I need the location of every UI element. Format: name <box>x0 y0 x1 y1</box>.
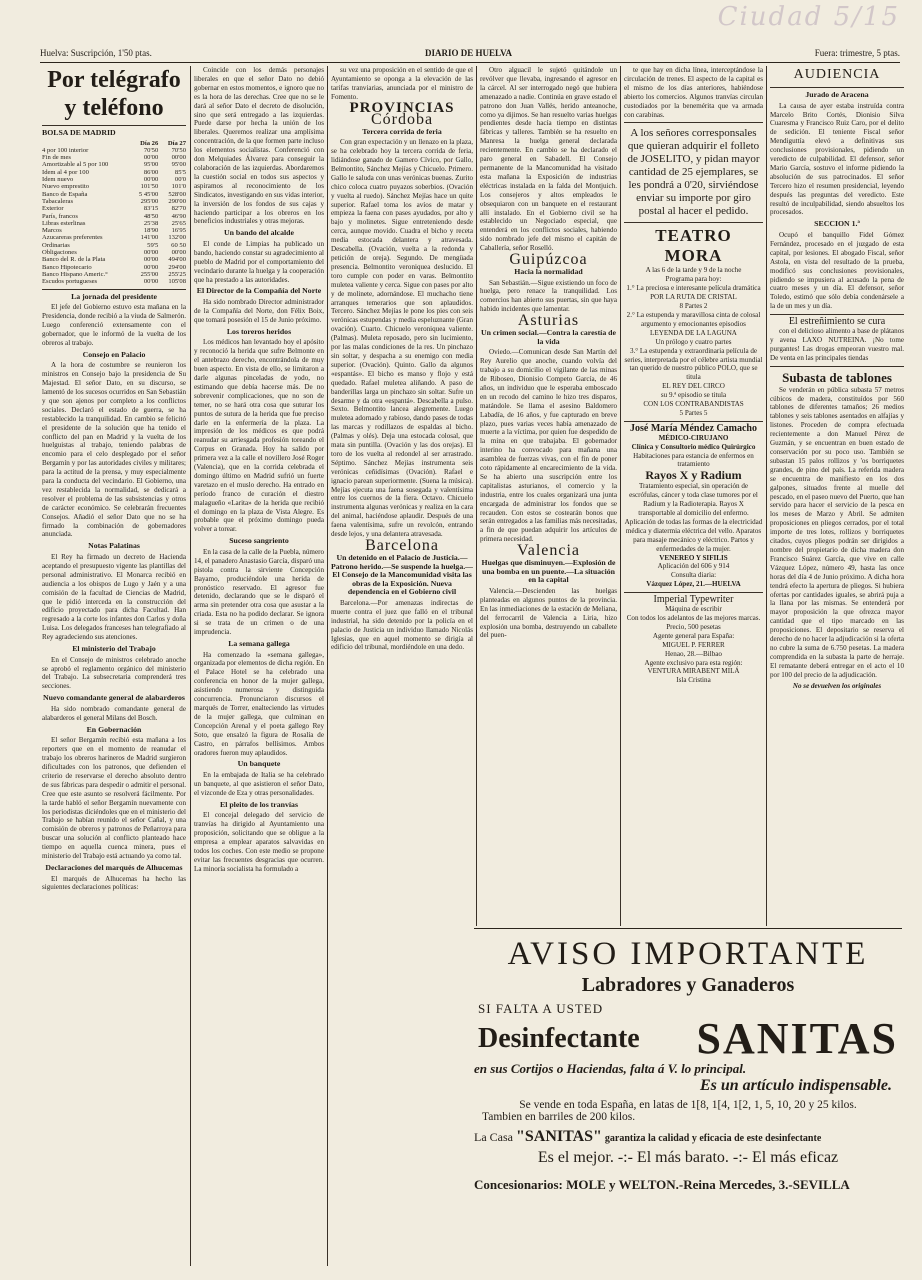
table-row <box>42 234 186 241</box>
article-text: Ha sido nombrado comandante general de alabarderos el general Milans del Bosch. <box>42 704 186 722</box>
article-text: Barcelona.—Por amenazas indirectas de muerte contra el juez que falló en el tribunal industrial, ha sido detenido por la policía en el palacio de Justicia un individuo llamado Nicolás Iglesias, que en aquel momento se dirigía al edificio del tribunal, mordiéndole en una dedo. <box>331 598 473 652</box>
city-title: Barcelona <box>365 537 439 554</box>
bolsa-item: Fin de mes <box>42 154 71 162</box>
audiencia-title: AUDIENCIA <box>793 67 881 82</box>
doctor-text: Tratamiento especial, sin operación de escrófulas, cáncer y toda clase tumores por el Radium y la Radioterapia. Rayos X transportable al domicilio del enfermo. Aplicación de todas las formas de la electricidad médica y diatermia eléctrica del vello. Aparatos para masaje mecánico y eléctrico. Partos y enfermedades de la mujer. <box>624 482 763 553</box>
bolsa-item: Exterior <box>42 205 64 213</box>
table-row <box>42 227 186 234</box>
ad-line: Agente general para España: <box>652 631 735 640</box>
bolsa-value: 00'0 <box>174 176 186 184</box>
doctor-text: Aplicación del 606 y 914 <box>657 562 730 571</box>
article-text: Ha sido nombrado Director administrador de la Compañía del Norte, don Félix Boix, que tomará posesión el 15 de Junio próximo. <box>194 298 324 324</box>
doctor-text: Habitaciones para estancia de enfermos en tratamiento <box>633 451 754 469</box>
article-text: Otro alguacil le sujetó quitándole un revólver que llevaba, ingresando el agresor en la cárcel. Al ser interrogado negó que hubiera amenazado a nadie. Continúa en grave estado el patrono don Juan Vallés, herido anteanoche, como ya dijimos. Se han resuelto varias huelgas pendientes desde hacía tiempo en distintas fábricas y talleres. También se ha resuelto en Manresa la huelga general declarada recientemente. En cambio se ha declarado el paro general en Sabadell. El Consejo permanente de la Mancomunidad ha visitado esta mañana la Exposición de industrias eléctricas instalada en la falda del Montjuich. Los consejeros y altos empleados le obsequiaron con un banquete en el restaurant allí instalado. En el Gobierno civil se ha establecido un Negociado especial, que entenderá en los conflictos sociales, habiendo sido nombrado jefe del mismo el capitán de Caballería, señor Roselló. <box>480 66 617 253</box>
bolsa-value: 82'70 <box>171 205 186 213</box>
bolsa-value: 132'00 <box>168 234 186 242</box>
bolsa-value: 290'00 <box>168 197 186 205</box>
article-text: En la casa de la calle de la Puebla, número 14, el panadero Anastasio García, disparó una pistola contra la sirviente Concepción Bayamo, produciéndole una herida de pronóstico reservado. El agresor fue detenido, declarando que se le disparó el arma sin pretender otra cosa que asustar a la criada. Esta no ha podido declarar. Se ignora si se trata de un crimen o de una imprudencia. <box>194 547 324 637</box>
column-2 <box>194 66 324 1266</box>
article-heading: Un crimen social.—Contra la carestía de la vida <box>481 328 616 346</box>
article-heading: Un banquete <box>237 759 281 769</box>
column-divider <box>476 66 477 926</box>
ad-line: MIGUEL P. FERRER <box>662 640 725 649</box>
subasta-text: Se venderán en pública subasta 57 metros cúbicos de madera, constituídos por 560 tablones de diferentes tamaños; 26 medios tablones y seis tablones asentados en alfajías y listones. Proceden de compra efectuada recientemente a don Manuel Pérez de Guzmán, y se encuentran en buen estado de conservación por su poco uso. También se subastan 15 palos rollizos y 'os borriquetes grandes, de pino del país. La referida madera se encuentra de manifiesto en los dos galpones, situados frente al muelle del pescado, en el paseo nuevo del Puerto, que han servido para hacer el servicio de la pesca en los meses de Marzo y Abril. Se admiten proposiciones en pliegos cerrados, por el total importe de tres lotes, rollizos y borriquetes citados, cuyos pliegos podrán ser dirigidos a nombre del propietario de dicha madera don Francisco Suárez García, que vive en calle Vázquez López, número 49, hasta las once horas del día 4 de Junio próximo. A dicha hora tendrá efecto la apertura de pliegos. Si hubiera ofertas por cantidades iguales, se abrirá puja a la llana por las mismas. Se entenderá por mayor proposición la que ofrezca mayor cantidad que el tipo marcado en las proposiciones. El depositario se reserva el derecho de no hacer la adjudicación si la oferta no cubre la suma de 6.750 pesetas. La madera comprendida en la subasta la parte de herraje. El rematante deberá entregar en el acto el 10 por 100 del precio de la adjudicación. <box>770 385 904 679</box>
article-heading: El pleito de los tranvías <box>220 799 298 809</box>
bolsa-value: 60 50 <box>171 241 186 249</box>
bolsa-value: 00'00 <box>171 154 186 162</box>
ad-line: 1.° La preciosa e interesante película dramática <box>626 284 761 293</box>
article-text: Valencia.—Descienden las huelgas planteadas en algunos puntos de la provincia. En las inmediaciones de la estación de Meliana, del ferrocarril de Valencia a Liria, hizo explosión una bomba, destruyendo un caballete del puen- <box>480 586 617 640</box>
bolsa-value: 00'00 <box>143 176 159 184</box>
doctor-address: Vázquez López, 21.—HUELVA <box>646 580 741 589</box>
aviso-line: Tambien en barriles de 200 kilos. <box>482 1111 636 1123</box>
bolsa-value: 00'00 <box>143 256 159 264</box>
corresponsales-notice: A los señores corresponsales que quieran adquirir el folleto de JOSELITO, y pidan mayor cantidad de 25 ejemplares, se les pondrá a 0'20, sirviéndose enviar su importe por giro postal al hacer el pedido. <box>627 127 760 218</box>
teatro-title: TEATRO MORA <box>655 226 732 266</box>
aviso-line: Es un artículo indispensable. <box>699 1077 892 1094</box>
table-row <box>42 278 186 285</box>
bolsa-value: 86'00 <box>143 168 159 176</box>
bolsa-item: 4 por 100 interior <box>42 146 89 154</box>
city-title: Guipúzcoa <box>509 251 588 269</box>
aviso-line: SI FALTA A USTED <box>478 1001 604 1016</box>
ad-line: Isla Cristina <box>676 676 711 685</box>
footer-note: No se devuelven los originales <box>792 681 882 690</box>
teatro-program <box>624 266 763 417</box>
bolsa-table <box>42 140 186 286</box>
ad-line: Un prólogo y cuatro partes <box>655 337 732 346</box>
article-text: En el Consejo de ministros celebrado anoche se aprobó el reglamento orgánico del ministerio del Trabajo. La subsecretaria comprenderá tres secciones. <box>42 655 186 691</box>
article-heading: SECCION 1.ª <box>814 219 860 229</box>
table-row <box>42 205 186 212</box>
article-heading: Hacia la normalidad <box>514 266 583 276</box>
article-text: San Sebastián.—Sigue existiendo un foco de huelga, pero renace la tranquilidad. Los comercios han abierto sus puertas, sin que haya habido incidentes que lamentar. <box>480 278 617 314</box>
bolsa-item: Tabacaleras <box>42 197 74 205</box>
bolsa-value: 5 45'00 <box>138 190 159 198</box>
table-row <box>42 213 186 220</box>
bolsa-header-cell: Día 26 <box>140 139 159 147</box>
ad-line: 8 Partes 2 <box>679 302 708 311</box>
article-text: su vez una proposición en el sentido de que el Ayuntamiento se oponga a la elevación de las tarifas tranviarias, anunciada por el ministro de Fomento. <box>331 66 473 101</box>
aviso-title: AVISO IMPORTANTE <box>507 936 869 972</box>
promo-title: El estreñimiento se cura <box>788 316 886 328</box>
bolsa-item: Banco Hipotecario <box>42 263 92 271</box>
bolsa-item: Idem nuevo <box>42 176 74 184</box>
bolsa-item: Ordinarias <box>42 241 70 249</box>
bolsa-value: 00'00 <box>143 278 159 286</box>
bolsa-value: 494'00 <box>168 256 186 264</box>
article-text: En la embajada de Italia se ha celebrado un banquete, al que asistieron el señor Dato, el vizconde de Eza y otras personalidades. <box>194 771 324 797</box>
ad-line: POR LA RUTA DE CRISTAL <box>650 293 737 302</box>
table-row <box>42 249 186 256</box>
aviso-guarantee-text: garantiza la calidad y eficacia de este desinfectante <box>604 1133 822 1144</box>
page-title: Por telégrafo y teléfono <box>47 67 181 121</box>
aviso-sanitas: "SANITAS" <box>515 1128 602 1145</box>
doctor-title: MÉDICO-CIRUJANO <box>658 433 729 442</box>
aviso-casa: La Casa <box>474 1130 513 1144</box>
article-heading: Consejo en Palacio <box>82 349 146 359</box>
ad-line: Agente exclusivo para esta región: <box>644 658 743 667</box>
city-title: Valencia <box>516 542 581 560</box>
masthead-right: Fuera: trimestre, 5 ptas. <box>814 48 900 58</box>
bolsa-value: 25'65 <box>171 219 186 227</box>
doctor-clinic: Clínica y Consultorio médico Quirúrgico <box>631 442 756 451</box>
bolsa-item: Obligaciones <box>42 249 77 257</box>
article-text: Ha comenzado la «semana gallega», organizada por elementos de dicha región. En el Palace Hotel se ha celebrado una conferencia en honor de la mujer gallega, asistiendo numerosa y distinguida concurrencia. Pronunciaron discursos el marqués de Torrer, enalteciendo las virtudes de la mujer gallega, que culminan en Concepción Arenal y el poeta gallego Rey Soto, que ensalzó la figura de Rosalía de Castro, en párrafos bellísimos. Ambos oradores fueron muy aplaudidos. <box>194 650 324 757</box>
bolsa-value: 00'00 <box>143 263 159 271</box>
bolsa-title: BOLSA DE MADRID <box>42 128 116 137</box>
article-heading: Notas Palatinas <box>88 541 140 551</box>
aviso-subtitle: Labradores y Ganaderos <box>581 974 795 996</box>
ad-line: su 9.ª episodio se titula <box>660 391 727 400</box>
bolsa-item: Amortizable al 5 por 100 <box>42 161 109 169</box>
ad-line: 3.° La estupenda y extraordinaria película de series, interpretada por el célebre artista mundial tan querido de nuestro público POLO, que se titula <box>624 346 763 382</box>
article-heading: Un detenido en el Palacio de Justicia.—Patrono herido.—Se suspende la huelga.—El Consejo de la Mancomunidad visita las obras de la Exposición. Nueva dependencia en el Gobierno civil <box>331 552 473 597</box>
bolsa-value: 83'15 <box>143 205 159 213</box>
table-row <box>42 271 186 278</box>
column-1 <box>42 66 186 1266</box>
ad-line: EL REY DEL CIRCO <box>662 382 725 391</box>
aviso-advertisement <box>474 928 902 1260</box>
doctor-name: José María Méndez Camacho <box>630 422 757 434</box>
ad-line: Henao, 28.—Bilbao <box>665 649 722 658</box>
bolsa-item: Idem al 4 por 100 <box>42 168 89 176</box>
aviso-concesionarios: Concesionarios: MOLE y WELTON.-Reina Mercedes, 3.-SEVILLA <box>474 1177 850 1192</box>
handwritten-annotation: Ciudad 5/15 <box>717 2 900 32</box>
article-heading: Suceso sangriento <box>229 536 289 546</box>
article-text: te que hay en dicha línea, interceptándose la circulación de trenes. El aspecto de la capital es el mismo de los días anteriores, habiéndose abierto los comercios. Algunos tranvías circulan custodiados por la benemérita que va armada con carabinas. <box>624 66 763 119</box>
article-text: A la hora de costumbre se reunieron los ministros en Consejo bajo la presidencia de Su Majestad. El señor Dato, en su discurso, se lamentó de los sucesos ocurridos en San Sebastián y que son ajenos por completo a los conflictos sociales. Declaró el estado de guerra, se ha restablecido la tranquilidad. En cambio se felicitó el presidente de la solución que ha tenido el conflicto del pan en Madrid y la vuelta de los huelguistas al trabajo, teniendo palabras de encomio para el celo desplegado por el señor Bergamín y por las autoridades civiles y militares; para la actitud de la prensa, y muy especialmente para la conducta del vecindario. El Gobierno, una vez restablecida la normalidad, se dedicará a resolver el problema de las subsistencias y otros de carácter económico. Se celebrarán frecuentes Consejos. Añadió el señor Dato que no se ha firmado la combinación de gobernadores anunciada. <box>42 361 186 539</box>
article-text: El conde de Limpias ha publicado un bando, haciendo constar su agradecimiento al pueblo de Madrid por el comportamiento del vecindario durante la huelga y la cooperación que ha prestado a las autoridades. <box>194 239 324 284</box>
bolsa-item: Banco Hispano Americ.° <box>42 270 108 278</box>
table-row <box>42 154 186 161</box>
table-row <box>42 242 186 249</box>
aviso-line: Se vende en toda España, en latas de 1[8, 1[4, 1[2, 1, 5, 10, 20 y 25 kilos. <box>519 1099 857 1111</box>
article-text: Con gran expectación y un llenazo en la plaza, se ha celebrado hoy la tercera corrida de feria, lidiándose ganado de Gamero Cívico, por Gallo, Belmontito, Sánchez Mejías y Chicuelo. Primero. Gallo le saluda con unas verónicas buenas. Zurito chico coloca cuatro puyazos soberbios. (Ovación y vuelta al ruedo). Sánchez Mejías hace un quite superior. Rafael toma los avíos de matar y empieza la faena con pases ayudados, por alto y bajo y molinetes. Sigue entreteniendo desde cerca, aunque movido. Cuadra el bicho y receta media estocada delantera y atravesada. Descabella. (Ovación, vuelta a la redonda y petición de oreja). Segundo. De mengüada presencia. Belmontito veroniquea deslucido. El toro cumple con poder en varas. Belmontito muletea valiente y cerca. Sigue con pases por alto y de molinete, adornándose. El muchacho tiene arranques temerarios que son aplaudidos. Tercero. Sánchez Mejías le pone los pies con seis verónicas estupendas y media espeluznante (Gran ovación). Cuarto. Chicuelo veroniquea valiente. (Palmas). Muleta reposado, pero sin lucimiento, por las malas condiciones de la res. Un pinchazo sin soltar, y despacha a su enemigo con media superior. (Ovación). Quinto. Gallo da algunos «espantás». El bicho es manso y flojo y está quedado. Rafael muletea aliñando. A paso de banderillas larga un pinchazo sin soltar. Sufre un desarme y da otra «espantá». Descabella a pulso. Sexto. Belmontito lancea alegremente. Luego muletea adornado y rabioso, dando pases de todas las marcas y rodillazos de espaldas al bicho. (Palmas y olés). Deja una estocada colosal, que mata sin puntilla. (Ovación y las dos orejas). El toro de los vuelta al redondel al ser arrastrado. Séptimo. Sánchez Mejías instrumenta seis verónicas ceñidísimas (Ovación). Rafael e ignacio parean superiormente. (Suena la música). Mejías ejecuta una faena sosegada y valentísima entre los cuernos de la fiera. Octavo. Chicuelo instrumenta algunas verónicas y realiza en la cara del animal, haciéndose aplaudir. Después de una faena valentísima, sufre un revolcón, entrando desde lejos, y una delantera atravesada. <box>331 138 473 539</box>
ad-line: A las 6 de la tarde y 9 de la noche <box>645 266 742 275</box>
article-text: El señor Bergamín recibió esta mañana a los reporters que en el momento de reanudar el trabajo los obreros harineros de Madrid surgieron dificultades con los patronos, que defienden el criterio de reservarse el derecho absoluto dentro de sus fábricas para despedir o admitir el personal. Cree que este asunto se resolverá fácilmente. Por la tarde habló el señor Bergamín nuevamente con los periodistas diciéndoles que en el ministerio del Trabajo se habían reunido el señor Cañal, y una comisión de obreros y patronos de Peñarroya para buscar una solución al conflicto planteado hace tiempo en aquella cuenca minera, pues el ministerio del Trabajo está actuando ya como tal. <box>42 736 186 861</box>
bolsa-item: Marcos <box>42 227 62 235</box>
column-6 <box>770 66 904 926</box>
bolsa-value: 95'00 <box>143 161 159 169</box>
column-5 <box>624 66 763 926</box>
bolsa-value: 101'0 <box>171 183 186 191</box>
bolsa-value: 70'50 <box>171 146 186 154</box>
column-4 <box>480 66 617 926</box>
table-row <box>42 256 186 263</box>
bolsa-value: 95'00 <box>171 161 186 169</box>
bolsa-value: 25'38 <box>143 219 159 227</box>
table-row <box>42 147 186 154</box>
aviso-line: en sus Cortijos o Haciendas, falta á V. lo principal. <box>474 1061 747 1076</box>
column-divider <box>620 66 621 926</box>
bolsa-header-cell: Día 27 <box>167 139 186 147</box>
bolsa-item: Banco del R. de la Plata <box>42 256 106 264</box>
bolsa-value: 00'00 <box>143 249 159 257</box>
bolsa-item: Azucareras preferentes <box>42 234 103 242</box>
bolsa-value: 294'00 <box>168 263 186 271</box>
article-heading: En Gobernación <box>86 724 142 734</box>
aviso-line: Es el mejor. -:- El más barato. -:- El más eficaz <box>537 1149 839 1166</box>
article-text: El concejal delegado del servicio de tranvías ha dirigido al Ayuntamiento una proposición, solicitando que se obligue a la empresa a emplear aparatos salvavidas en todos los coches. Con este medio se propone evitar las frecuentes desgracias que ocurren. La minoría socialista ha formulado a <box>194 811 324 873</box>
ad-line: LEYENDA DE LA LAGUNA <box>650 328 737 337</box>
bolsa-item: Banco de España <box>42 190 88 198</box>
masthead-center: DIARIO DE HUELVA <box>425 48 513 58</box>
table-row <box>42 161 186 168</box>
subasta-title: Subasta de tablones <box>782 369 892 385</box>
article-text: El jefe del Gobierno estuvo esta mañana en la Presidencia, donde recibió a la viuda de Salmerón. Luego conferenció extensamente con el gobernador, que le informó de la vuelta de los obreros al trabajo. <box>42 303 186 347</box>
article-heading: La semana gallega <box>228 638 290 648</box>
bolsa-value: 48'50 <box>143 212 159 220</box>
bolsa-value: 85'5 <box>174 168 186 176</box>
aviso-brand-pre: Desinfectante <box>478 1023 640 1054</box>
city-title: Asturias <box>517 312 580 330</box>
table-row <box>42 169 186 176</box>
column-divider <box>190 66 191 1266</box>
column-3 <box>331 66 473 1266</box>
aviso-brand: SANITAS <box>696 1014 898 1063</box>
table-row <box>42 198 186 205</box>
bolsa-item: París, francos <box>42 212 78 220</box>
article-heading: Declaraciones del marqués de Alhucemas <box>45 862 183 872</box>
article-heading: Tercera corrida de feria <box>362 126 442 136</box>
aviso-brand-row <box>474 1014 902 1063</box>
article-text: Oviedo.—Comunican desde San Martín del Rey Aurelio que anoche, cuando volvía del trabajo a su domicilio el vigilante de las minas de Riboseo, Dionisio Competo García, de 46 años, un individuo que le esperaba emboscado en un recodo del camino le hizo tres disparos, matándole. Se llama el asesino Baldomero Labadía, de 16 años, y fue capturado en breve plazo, pues varias veces había amenazado de muerte a la víctima, por quien fue despedido de la mina en que trabajaba. El gobernador interino ha convocado para mañana una asamblea de fuerzas vivas, con el fin de poner coto rápidamente al encarecimiento de la vida. Se ha abierto una suscripción entre los capitalistas asturianos, el comercio y la industria, entre los cuales organizará una junta encargada de administrar los fondos que se recauden. Con estos se costearán bonos que serán entregados a las familias más necesitadas, a fin de que puedan adquirir los artículos de primera necesidad. <box>480 348 617 544</box>
article-heading: Los toreros heridos <box>226 326 292 336</box>
ad-line: Programa para hoy: <box>665 275 722 284</box>
city-title: Córdoba <box>370 110 434 128</box>
ad-line: Con todos los adelantos de las mejores marcas. <box>626 613 761 622</box>
bolsa-value: 105'08 <box>168 278 186 286</box>
article-heading: Huelgas que disminuyen.—Explosión de una bomba en un puente.—La situación en la capital <box>481 558 616 585</box>
article-text: Los médicos han levantado hoy el apósito y reconoció la herida que sufre Belmonte en el antebrazo derecho, encontrándola de muy buen aspecto. En vista de ello, se limitaron a darle algunas pinceladas de yodo, no estimando que debía hacerse más. De no sobrevenir complicaciones, que no son de temer, no se hará otra cosa que suturar los puntos de sutura de la herida que fue preciso darle en la enfermería de la plaza. La impresión de los médicos es que podrá reanudar su arriesgada profesión toreando el Corpus en Granada. Hoy ha salido por primera vez a la calle el novillero José Roger (Valencia), que en la corrida celebrada el domingo último en Madrid sufrió un fuerte varetazo en el muslo derecho. Ha entrado en período franco de curación el diestro malagueño «Larita» de la herida que recibió el domingo en la plaza de Vista Alegre. Es probable que el próximo domingo pueda volver a torear. <box>194 338 324 534</box>
bolsa-value: 255'25 <box>168 270 186 278</box>
ad-line: 2.° La estupenda y maravillosa cinta de colosal argumento y emocionantes episodios <box>626 310 761 328</box>
bolsa-value: 59'5 <box>147 241 159 249</box>
bolsa-value: 141'00 <box>140 234 159 242</box>
ad-line: VENTURA MIRABENT MILÁ <box>647 667 740 676</box>
ad-line: Máquina de escribir <box>665 605 722 614</box>
masthead-left: Huelva: Suscripción, 1'50 ptas. <box>40 48 152 58</box>
bolsa-value: 101'50 <box>140 183 159 191</box>
table-row <box>42 264 186 271</box>
article-heading: El ministerio del Trabajo <box>72 644 156 654</box>
article-heading: Un bando del alcalde <box>224 228 294 238</box>
bolsa-value: 46'90 <box>171 212 186 220</box>
imperial-title: Imperial Typewriter <box>653 594 734 606</box>
article-text: El Rey ha firmado un decreto de Hacienda aceptando el presupuesto vigente las plantillas del personal administrativo. El Monarca recibió en audiencia a los obispos de Lugo y Jaén y a una comisión de la facultad de Ciencias de Madrid, que le pidió interceda en la construcción del edificio proyectado para dicha Facultad. Han regresado a la corte los infantes don Carlos y doña Luisa. Los delegados franceses han telegrafiado al Rey agradeciendo sus atenciones. <box>42 552 186 642</box>
bolsa-item: Nuevo emprestito <box>42 183 90 191</box>
venereo-title: VENEREO Y SIFILIS <box>659 553 728 562</box>
article-heading: La jornada del presidente <box>71 291 157 301</box>
bolsa-value: 18'90 <box>143 227 159 235</box>
aviso-guarantee <box>474 1128 902 1146</box>
article-heading: Nuevo comandante general de alabarderos <box>43 693 185 703</box>
rayos-title: Rayos X y Radium <box>645 468 742 483</box>
table-row <box>42 220 186 227</box>
masthead <box>40 46 900 63</box>
table-row <box>42 176 186 183</box>
bolsa-value: 295'00 <box>140 197 159 205</box>
imperial-ad <box>624 605 763 685</box>
promo-text: con el delicioso alimento a base de plátanos y avena LAXO NUTREINA. ¡No tome purgantes! Las drogas empeoran vuestro mal. De venta en las principales tiendas <box>770 327 904 362</box>
consulta-label: Consulta diaria: <box>670 571 717 580</box>
bolsa-value: 70'50 <box>143 146 159 154</box>
table-row <box>42 191 186 198</box>
bolsa-value: 528'00 <box>168 190 186 198</box>
bolsa-value: 00'00 <box>171 249 186 257</box>
bolsa-item: Escudos portugueses <box>42 278 98 286</box>
table-row <box>42 183 186 190</box>
article-heading: El Director de la Compañía del Norte <box>196 286 322 296</box>
column-divider <box>327 66 328 1266</box>
bolsa-value: 16'95 <box>171 227 186 235</box>
bolsa-value: 00'00 <box>143 154 159 162</box>
bolsa-value: 255'00 <box>140 270 159 278</box>
column-divider <box>766 66 767 926</box>
article-heading: Jurado de Aracena <box>805 90 869 99</box>
bolsa-item: Libras esterlinas <box>42 219 86 227</box>
bolsa-header-cell <box>42 140 129 147</box>
section-title: PROVINCIAS <box>349 99 455 116</box>
article-text: Ocupó el banquillo Fidel Gómez Fernández, procesado en el juzgado de esta capital, por lesiones. El abogado Fiscal, señor Astola, en vista del resultado de la prueba, modificó sus conclusiones provisionales, pidiendo se impusiera al acusado la pena de cuatro meses y un día. El defensor, señor Toledo, estimó que sólo debía condenársele a la de un mes y un día. <box>770 230 904 311</box>
article-text: Coincide con los demás personajes liberales en que el señor Dato no debió gobernar en estos momentos, e ignoro que no es la hora de las derechas. Cree que no se le dará al señor Dato el decreto de disolución, sino que será entregado a las izquierdas. Puede darse por hecha la unión de los liberales. Queremos realizar una amplísima concentración, de la que formen parte incluso los elementos socialistas. Conferenció con don Melquiades Álvarez para conseguir la colaboración de las izquierdas. Abordaremos la cuestión social en todos sus aspectos y aspiramos al reconocimiento de los Sindicatos, investigando en sus vidas interior, la inversión de los fondos de sus cajas y haciendo participar a los obreros en los beneficios industriales y otras mejoras. <box>194 66 324 226</box>
bolsa-header-row <box>42 140 186 147</box>
ad-line: CON LOS CONTRABANDISTAS <box>643 400 744 409</box>
ad-line: Precio, 500 pesetas <box>666 622 721 631</box>
article-text: El marqués de Alhucemas ha hecho las siguientes declaraciones políticas: <box>42 874 186 892</box>
ad-line: 5 Partes 5 <box>679 408 708 417</box>
article-text: La causa de ayer estaba instruída contra Marcelo Brito Cortés, Dionisio Silva Cuaresma y Francisco Ruiz Caro, por el delito de sedición. El teniente Fiscal señor Mendiguttía elevó a definitivas sus conclusiones provisionales, pidiendo un veredicto de culpabilidad. El defensor, señor Mario García, sostuvo el informe pidiendo la absolución de sus patrocinados. El señor Tercero hizo el resumen presidencial, leyendo después las preguntas del veredicto. Este resultó de inculpabilidad, siendo absueltos los procesados. <box>770 101 904 217</box>
